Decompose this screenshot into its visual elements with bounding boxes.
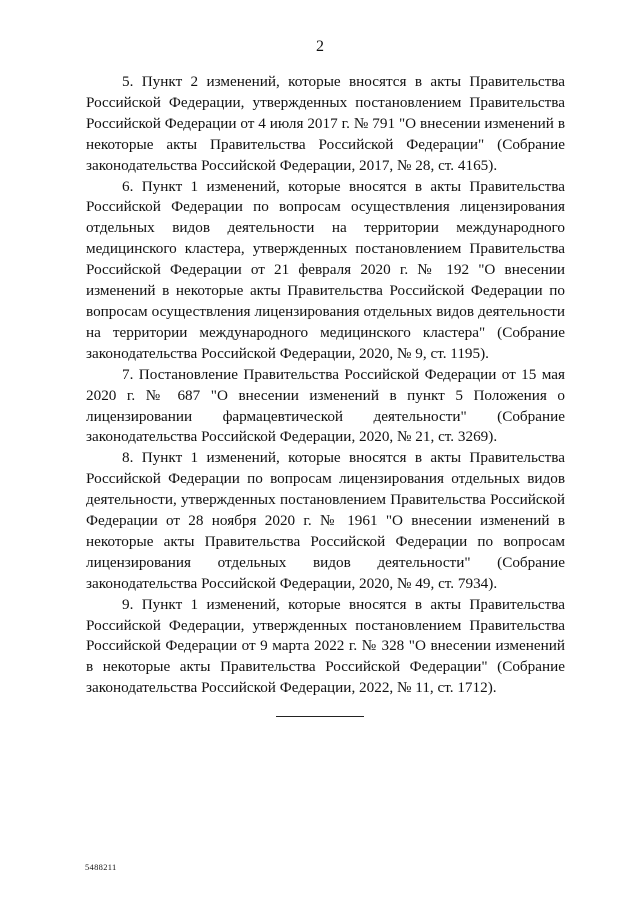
paragraph-item-7: 7. Постановление Правительства Российской Федерации от 15 мая 2020 г. № 687 "О внесении изменений в пункт 5 Положения о лицензировании фармацевтической деятельности" (Собрание законодательства Российской Федерации, 2020, № 21, ст. 3269). — [86, 365, 565, 446]
paragraph-item-6: 6. Пункт 1 изменений, которые вносятся в акты Правительства Российской Федерации по вопросам осуществления лицензирования отдельных видов деятельности на территории международного медицинского кластера, утвержденных постановлением Правительства Российской Федерации от 21 февраля 2020 г. № 192 "О внесении изменений в некоторые акты Правительства Российской Федерации по вопросам осуществления лицензирования отдельных видов деятельности на территории международного медицинского кластера" (Собрание законодательства Российской Федерации, 2020, № 9, ст. 1195). — [86, 177, 565, 362]
document-code: 5488211 — [85, 862, 117, 872]
closing-separator-line — [276, 716, 364, 717]
paragraph-item-8: 8. Пункт 1 изменений, которые вносятся в акты Правительства Российской Федерации по вопросам лицензирования отдельных видов деятельности, утвержденных постановлением Правительства Российской Федерации от 28 ноября 2020 г. № 1961 "О внесении изменений в некоторые акты Правительства Российской Федерации по вопросам лицензирования отдельных видов деятельности" (Собрание законодательства Российской Федерации, 2020, № 49, ст. 7934). — [86, 449, 565, 592]
page-number: 2 — [316, 38, 324, 55]
paragraph-item-5: 5. Пункт 2 изменений, которые вносятся в акты Правительства Российской Федерации, утвержденных постановлением Правительства Российской Федерации от 4 июля 2017 г. № 791 "О внесении изменений в некоторые акты Правительства Российской Федерации" (Собрание законодательства Российской Федерации, 2017, № 28, ст. 4165). — [86, 73, 565, 174]
paragraph-item-9: 9. Пункт 1 изменений, которые вносятся в акты Правительства Российской Федерации, утвержденных постановлением Правительства Российской Федерации от 9 марта 2022 г. № 328 "О внесении изменений в некоторые акты Правительства Российской Федерации" (Собрание законодательства Российской Федерации, 2022, № 11, ст. 1712). — [86, 595, 565, 697]
document-body — [86, 72, 565, 699]
